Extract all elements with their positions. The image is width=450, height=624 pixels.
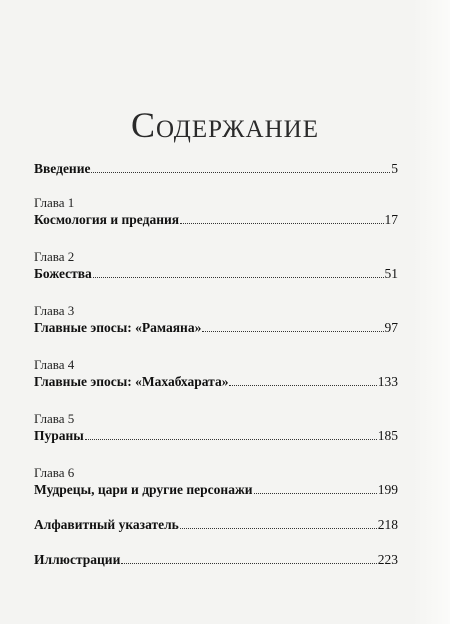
- dot-leader: [229, 384, 376, 386]
- toc-entry: [34, 465, 398, 499]
- toc-entry-title: Введение: [34, 161, 91, 176]
- toc-entry-title: Иллюстрации: [34, 552, 121, 567]
- toc-entry-title: Божества: [34, 266, 92, 281]
- toc-entry: [34, 160, 398, 178]
- chapter-label: Глава 4: [34, 357, 75, 372]
- chapter-label: Глава 5: [34, 411, 75, 426]
- toc-entry: [34, 303, 398, 337]
- dot-leader: [93, 276, 384, 278]
- page-edge: [412, 0, 450, 624]
- toc-page-number: 223: [377, 552, 398, 567]
- dot-leader: [180, 222, 383, 224]
- toc-line: [34, 427, 398, 445]
- toc-line: [34, 211, 398, 229]
- dot-leader: [180, 527, 377, 529]
- toc-page-number: 17: [384, 212, 398, 227]
- chapter-label: Глава 2: [34, 249, 75, 264]
- toc-entry-title: Пураны: [34, 428, 84, 443]
- toc-line: [34, 160, 398, 178]
- dot-leader: [91, 171, 390, 173]
- toc-page-number: 218: [377, 517, 398, 532]
- toc-page-number: 97: [384, 320, 398, 335]
- dot-leader: [85, 438, 377, 440]
- toc-line: [34, 481, 398, 499]
- toc-line: [34, 373, 398, 391]
- toc-page-number: 185: [377, 428, 398, 443]
- toc-entry: [34, 357, 398, 391]
- toc-entry-title: Главные эпосы: «Махабхарата»: [34, 374, 229, 389]
- chapter-label: Глава 6: [34, 465, 75, 480]
- toc-entry-title: Мудрецы, цари и другие персонажи: [34, 482, 253, 497]
- page-title: Содержание: [130, 105, 319, 145]
- toc-page-number: 51: [384, 266, 398, 281]
- toc-line: [34, 551, 398, 569]
- toc-line: [34, 516, 398, 534]
- toc-entry-title: Космология и предания: [34, 212, 180, 227]
- toc-entry: [34, 551, 398, 569]
- toc-line: [34, 265, 398, 283]
- dot-leader: [121, 562, 376, 564]
- chapter-label: Глава 1: [34, 195, 75, 210]
- toc-entry: [34, 195, 398, 229]
- toc-entry: [34, 249, 398, 283]
- toc-page-number: 5: [391, 161, 398, 176]
- chapter-label: Глава 3: [34, 303, 75, 318]
- toc-entry-title: Главные эпосы: «Рамаяна»: [34, 320, 202, 335]
- table-of-contents: [34, 160, 398, 569]
- toc-entry: [34, 516, 398, 534]
- toc-entry-title: Алфавитный указатель: [34, 517, 179, 532]
- dot-leader: [254, 492, 377, 494]
- toc-page-number: 133: [377, 374, 398, 389]
- dot-leader: [202, 330, 383, 332]
- toc-line: [34, 319, 398, 337]
- toc-entry: [34, 411, 398, 445]
- toc-page-number: 199: [377, 482, 398, 497]
